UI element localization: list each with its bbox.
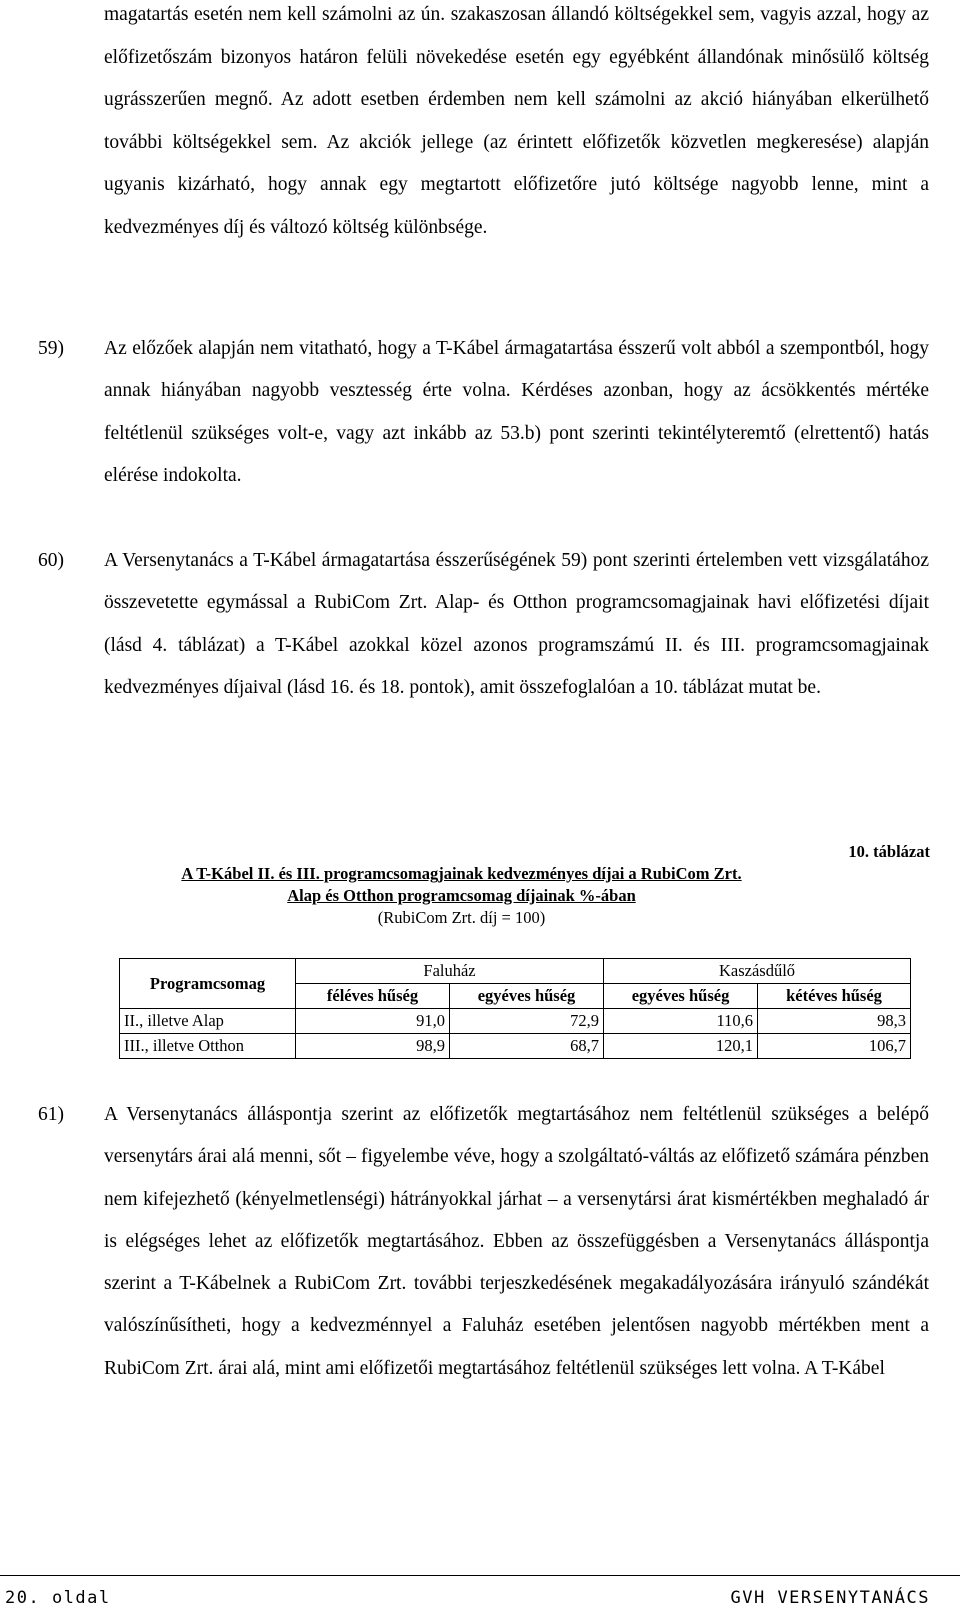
cell-value: 98,3 (758, 1009, 911, 1034)
header-group-faluhaz: Faluház (296, 959, 604, 984)
cell-value: 110,6 (604, 1009, 758, 1034)
table-caption (118, 863, 805, 929)
paragraph-61: A Versenytanács álláspontja szerint az előfizetők megtartásához nem feltétlenül szükséges a belépő versenytárs árai alá menni, sőt – figyelembe véve, hogy a szolgáltató-váltás az előfizető számára pénzben nem kifejezhető (kényelmetlenségi) hátrányokkal járhat – a versenytársi árat kismértékben meghaladó ár is elégséges lehet az előfizetők megtartásához. Ebben az összefüggésben a Versenytanács álláspontja szerint a T-Kábelnek a RubiCom Zrt. további terjeszkedésének megakadályozására irányuló szándékát valószínűsítheti, hogy a kedvezménnyel a Faluház esetében jelentősen nagyobb mértékben ment a RubiCom Zrt. árai alá, mint ami előfizetői megtartásához feltétlenül szükséges lett volna. A T-Kábel (104, 1104, 929, 1379)
paragraph-60: A Versenytanács a T-Kábel ármagatartása ésszerűségének 59) pont szerinti értelemben vett vizsgálatához összevetette egymással a RubiCom Zrt. Alap- és Otthon programcsomagjainak havi előfizetési díjait (lásd 4. táblázat) a T-Kábel azokkal közel azonos programszámú II. és III. programcsomagjainak kedvezményes díjaival (lásd 16. és 18. pontok), amit összefoglalóan a 10. táblázat mutat be. (104, 550, 929, 698)
subheader: kétéves hűség (758, 984, 911, 1009)
table-title-line1: A T-Kábel II. és III. programcsomagjainak kedvezményes díjai a RubiCom Zrt. (181, 864, 742, 883)
subheader: féléves hűség (296, 984, 450, 1009)
table-row (120, 1034, 911, 1059)
cell-value: 106,7 (758, 1034, 911, 1059)
paragraph-continued: magatartás esetén nem kell számolni az ún. szakaszosan állandó költségekkel sem, vagyis azzal, hogy az előfizetőszám bizonyos határon felüli növekedése esetén egy egyébként állandónak minősülő költség ugrásszerűen megnő. Az adott esetben érdemben nem kell számolni az akció hiányában elkerülhető további költségekkel sem. Az akciók jellege (az érintett előfizetők közvetlen megkeresése) alapján ugyanis kizárható, hogy annak egy megtartott előfizetőre jutó költsége nagyobb lenne, mint a kedvezményes díj és változó költség különbsége. (104, 4, 929, 238)
row-name: III., illetve Otthon (120, 1034, 296, 1059)
row-name: II., illetve Alap (120, 1009, 296, 1034)
table-subtitle: (RubiCom Zrt. díj = 100) (377, 908, 546, 927)
header-group-kaszasdulo: Kaszásdűlő (604, 959, 911, 984)
price-comparison-table (119, 958, 911, 1059)
cell-value: 91,0 (296, 1009, 450, 1034)
footer-organization: GVH VERSENYTANÁCS (730, 1588, 930, 1608)
paragraph-number-59: 59) (38, 338, 64, 359)
page-number: 20. oldal (5, 1588, 111, 1608)
cell-value: 98,9 (296, 1034, 450, 1059)
subheader: egyéves hűség (450, 984, 604, 1009)
header-programcsomag: Programcsomag (120, 959, 296, 1009)
cell-value: 72,9 (450, 1009, 604, 1034)
table-label: 10. táblázat (848, 842, 930, 861)
paragraph-59: Az előzőek alapján nem vitatható, hogy a T-Kábel ármagatartása ésszerű volt abból a szempontból, hogy annak hiányában nagyobb vesztesség érte volna. Kérdéses azonban, hogy az ácsökkentés mértéke feltétlenül szükséges volt-e, vagy azt inkább az 53.b) pont szerinti tekintélyteremtő (elrettentő) hatás elérése indokolta. (104, 338, 929, 486)
paragraph-number-61: 61) (38, 1104, 64, 1125)
cell-value: 120,1 (604, 1034, 758, 1059)
table-row (120, 1009, 911, 1034)
table-title-line2: Alap és Otthon programcsomag díjainak %-ában (287, 886, 636, 905)
paragraph-number-60: 60) (38, 550, 64, 571)
cell-value: 68,7 (450, 1034, 604, 1059)
table-header-row (120, 959, 911, 984)
subheader: egyéves hűség (604, 984, 758, 1009)
page-footer (0, 1575, 960, 1614)
